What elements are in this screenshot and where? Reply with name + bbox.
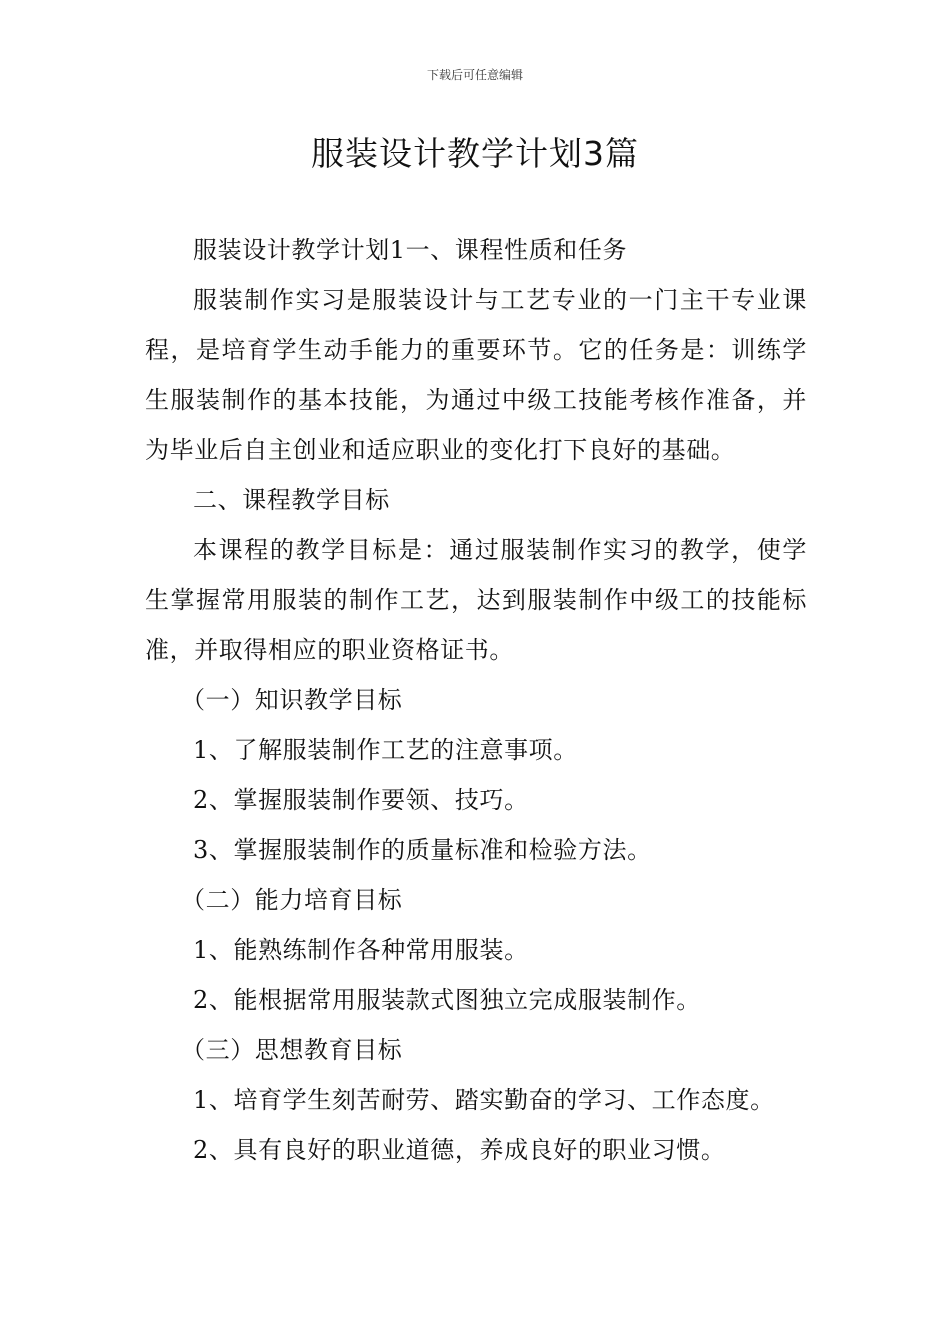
list-item: 3、掌握服装制作的质量标准和检验方法。 xyxy=(193,836,652,864)
list-item: 1、能熟练制作各种常用服装。 xyxy=(193,936,529,964)
list-item: 1、培育学生刻苦耐劳、踏实勤奋的学习、工作态度。 xyxy=(193,1086,775,1114)
list-item: 2、具有良好的职业道德，养成良好的职业习惯。 xyxy=(193,1136,726,1164)
paragraph: 服装制作实习是服装设计与工艺专业的一门主干专业课程，是培育学生动手能力的重要环节。它的任务是：训练学生服装制作的基本技能，为通过中级工技能考核作准备，并为毕业后自主创业和适应职业的变化打下良好的基础。 xyxy=(145,286,807,464)
section-heading: 二、课程教学目标 xyxy=(193,486,390,514)
section-heading: 服装设计教学计划1一、课程性质和任务 xyxy=(193,236,628,264)
document-title: 服装设计教学计划3篇 xyxy=(311,134,639,173)
subsection-heading: （二）能力培育目标 xyxy=(181,886,403,914)
subsection-heading: （三）思想教育目标 xyxy=(181,1036,403,1064)
paragraph: 本课程的教学目标是：通过服装制作实习的教学，使学生掌握常用服装的制作工艺，达到服装制作中级工的技能标准，并取得相应的职业资格证书。 xyxy=(145,536,807,664)
subsection-heading: （一）知识教学目标 xyxy=(181,686,403,714)
header-note: 下载后可任意编辑 xyxy=(426,68,523,82)
document-body xyxy=(145,225,807,1175)
list-item: 1、了解服装制作工艺的注意事项。 xyxy=(193,736,578,764)
list-item: 2、能根据常用服装款式图独立完成服装制作。 xyxy=(193,986,701,1014)
list-item: 2、掌握服装制作要领、技巧。 xyxy=(193,786,529,814)
